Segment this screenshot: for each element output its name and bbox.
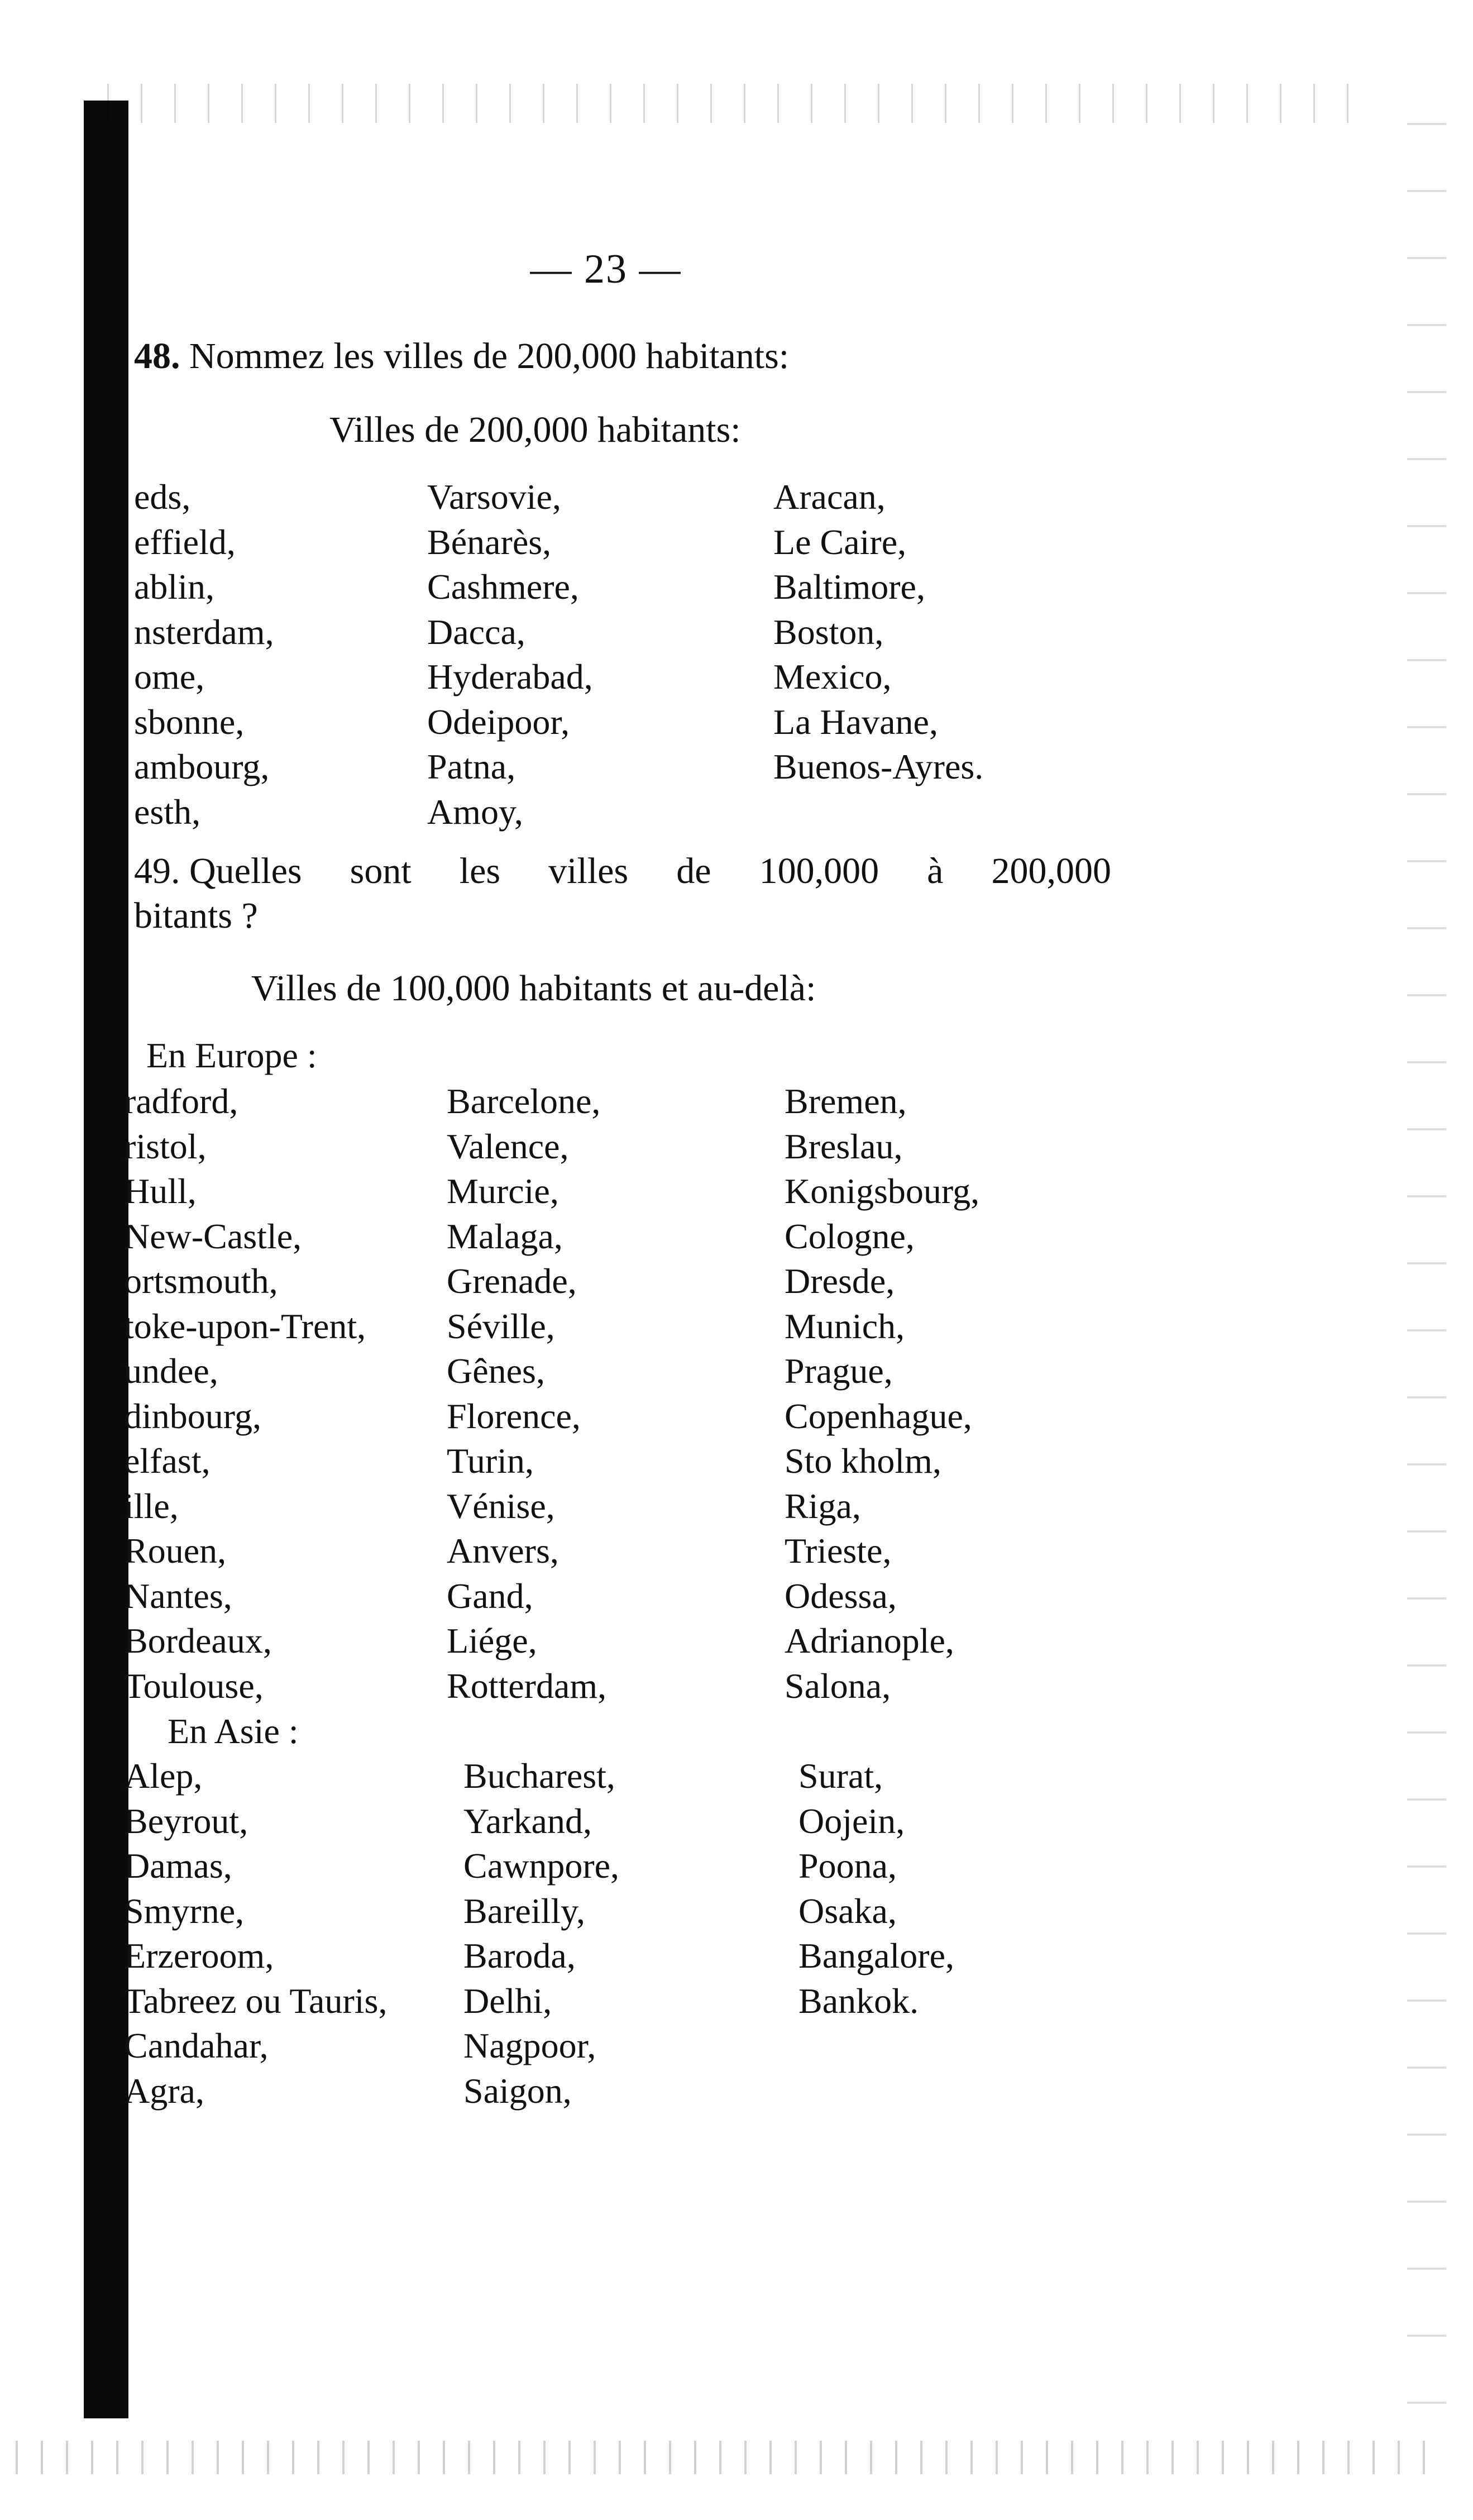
city-name: dinbourg, [124,1396,261,1436]
city-name: Cawnpore, [463,1846,620,1886]
question-word: les [459,851,501,891]
city-name: Breslau, [785,1126,903,1166]
subheading-asie: En Asie : [168,1711,299,1751]
city-name: New-Castle, [124,1216,302,1256]
question-word: à [927,851,944,891]
question-49 [134,849,1111,938]
city-name: Baroda, [463,1936,576,1975]
city-name: Osaka, [798,1891,897,1931]
city-name: Varsovie, [427,477,561,517]
city-name: Riga, [785,1486,861,1526]
city-name: elfast, [124,1441,211,1481]
city-name: La Havane, [773,701,938,742]
city-name: Hull, [124,1171,197,1211]
city-name: ristol, [124,1126,207,1166]
city-name: Rouen, [124,1531,227,1571]
city-name: Nantes, [124,1576,232,1616]
city-name: Saigon, [463,2070,572,2111]
scan-speckle-bottom [6,2441,1435,2474]
city-name: Beyrout, [124,1801,248,1841]
heading-200k-cities: Villes de 200,000 habitants: [329,409,741,450]
city-name: Mexico, [773,657,892,696]
city-name: Poona, [798,1846,897,1886]
city-name: Bucharest, [463,1756,615,1796]
page-number: — 23 — [530,246,682,292]
city-name: Yarkand, [463,1801,592,1841]
city-name: undee, [124,1351,218,1391]
city-name: Cologne, [785,1216,915,1256]
question-word: de [676,851,711,891]
city-name: Nagpoor, [463,2026,596,2065]
city-name: Surat, [798,1756,883,1796]
subheading-europe: En Europe : [146,1035,317,1075]
question-49-line1 [134,849,1111,894]
city-name: Copenhague, [785,1396,972,1436]
city-name: Amoy, [427,791,523,832]
cities-200k-col2 [427,475,593,834]
city-name: Aracan, [773,477,886,517]
city-name: Liége, [447,1621,537,1660]
city-name: Prague, [785,1351,893,1391]
city-name: Turin, [447,1441,534,1481]
city-name: Bénarès, [427,522,552,562]
city-name: ambourg, [134,747,270,786]
city-name: Salona, [785,1665,891,1706]
city-name: Odessa, [785,1576,897,1616]
europe-cities-col1 [124,1079,366,1708]
city-name: Hyderabad, [427,657,593,696]
city-name: Cashmere, [427,567,579,607]
city-name: Le Caire, [773,522,907,562]
city-name: radford, [124,1081,238,1121]
scan-speckle-top [95,84,1368,123]
city-name: sbonne, [134,701,245,742]
city-name: Malaga, [447,1216,563,1256]
question-word: sont [350,851,412,891]
question-49-line2: bitants ? [134,895,258,936]
city-name: Toulouse, [124,1665,264,1706]
city-name: Bordeaux, [124,1621,272,1660]
city-name: Dresde, [785,1261,895,1301]
city-name: Patna, [427,747,516,786]
city-name: Bangalore, [798,1936,954,1975]
asia-cities-col3 [798,1754,954,2023]
city-name: nsterdam, [134,612,274,652]
city-name: Bremen, [785,1081,907,1121]
question-48 [134,334,789,379]
city-name: Rotterdam, [447,1665,607,1706]
city-name: Buenos-Ayres. [773,747,984,786]
europe-cities-col3 [785,1079,979,1708]
city-name: Konigsbourg, [785,1171,980,1211]
city-name: Anvers, [447,1531,559,1571]
city-name: Dacca, [427,612,525,652]
city-name: Alep, [124,1756,203,1796]
city-name: ortsmouth, [124,1261,278,1301]
city-name: Gênes, [447,1351,545,1391]
city-name: toke-upon-Trent, [124,1306,366,1346]
city-name: esth, [134,791,201,832]
city-name: Munich, [785,1306,905,1346]
question-word: 200,000 [991,851,1111,891]
city-name: eds, [134,477,191,517]
city-name: Barcelone, [447,1081,601,1121]
question-word: 100,000 [759,851,879,891]
city-name: Florence, [447,1396,581,1436]
city-name: Adrianople, [785,1621,954,1660]
city-name: Séville, [447,1306,555,1346]
city-name: Smyrne, [124,1891,245,1931]
cities-200k-col1 [134,475,274,834]
city-name: Trieste, [785,1531,892,1571]
book-binding-edge [84,101,128,2418]
heading-100k-cities: Villes de 100,000 habitants et au-delà: [251,968,816,1009]
city-name: Damas, [124,1846,232,1886]
cities-200k-col3 [773,475,983,790]
city-name: Baltimore, [773,567,925,607]
city-name: Candahar, [124,2026,269,2065]
city-name: Agra, [124,2070,204,2111]
city-name: Grenade, [447,1261,577,1301]
question-word: villes [548,851,629,891]
asia-cities-col2 [463,1754,619,2113]
city-name: Bareilly, [463,1891,585,1931]
city-name: Delhi, [463,1980,552,2021]
city-name: Odeipoor, [427,701,570,742]
city-name: effield, [134,522,236,562]
city-name: Boston, [773,612,884,652]
city-name: Sto kholm, [785,1441,941,1481]
city-name: ille, [124,1486,179,1526]
question-word: 49. Quelles [134,851,302,891]
city-name: Erzeroom, [124,1936,274,1975]
city-name: ome, [134,657,205,696]
europe-cities-col2 [447,1079,606,1708]
city-name: Tabreez ou Tauris, [124,1980,388,2021]
question-48-number: 48. [134,336,180,376]
city-name: Oojein, [798,1801,905,1841]
city-name: Murcie, [447,1171,559,1211]
asia-cities-col1 [124,1754,387,2113]
city-name: ablin, [134,567,214,607]
city-name: Bankok. [798,1980,919,2021]
city-name: Vénise, [447,1486,555,1526]
city-name: Valence, [447,1126,569,1166]
question-48-text: Nommez les villes de 200,000 habitants: [189,336,790,376]
city-name: Gand, [447,1576,533,1616]
scan-speckle-right [1407,101,1446,2446]
